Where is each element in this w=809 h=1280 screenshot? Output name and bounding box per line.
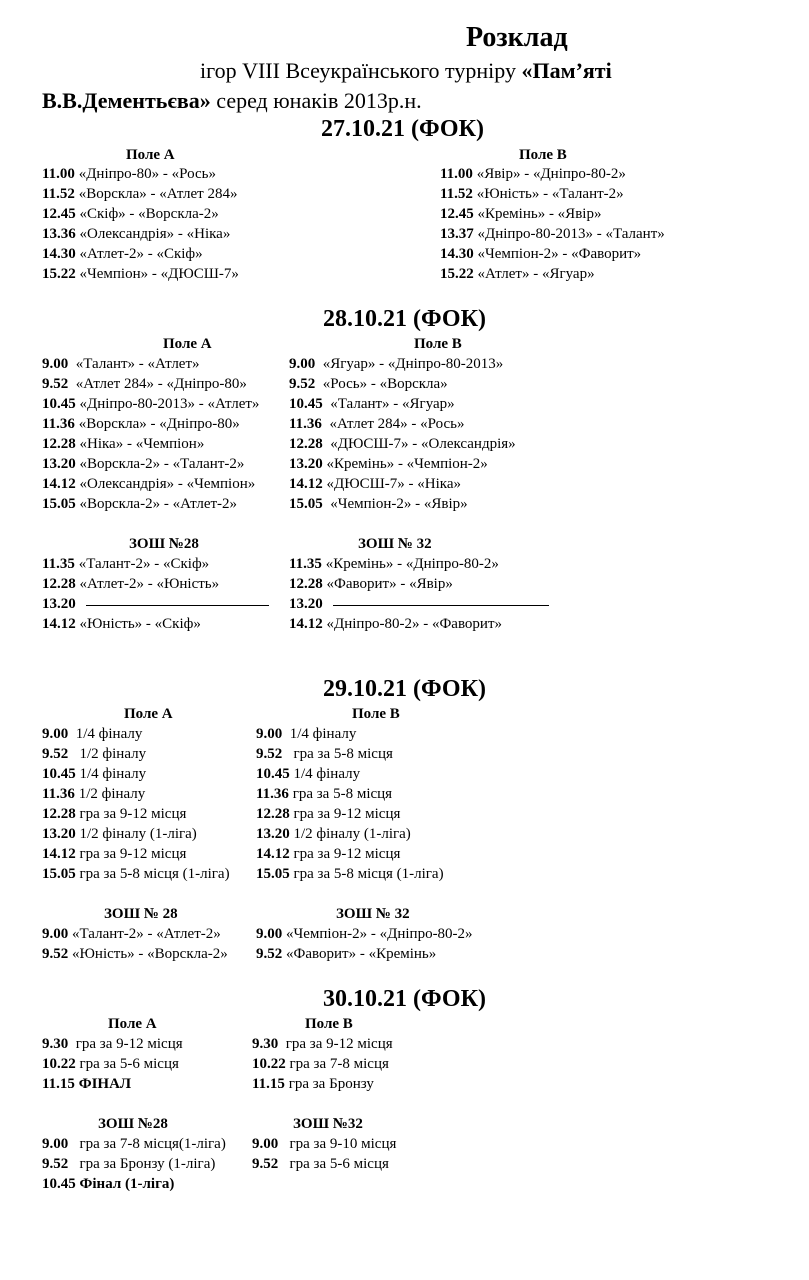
schedule-row — [42, 354, 259, 374]
match-time: 14.12 — [256, 846, 290, 862]
match-time: 12.28 — [42, 436, 76, 452]
schedule-row — [440, 264, 665, 284]
schedule-row — [42, 1154, 226, 1174]
match-time: 11.36 — [42, 416, 75, 432]
match-description: «ДЮСШ-7» - «Олександрія» — [322, 436, 516, 452]
day3-date: 29.10.21 (ФОК) — [323, 676, 486, 702]
schedule-row — [42, 374, 259, 394]
day4-school28-list — [42, 1134, 226, 1194]
match-time: 12.28 — [289, 436, 323, 452]
match-time: 9.52 — [42, 376, 69, 392]
schedule-row — [42, 204, 239, 224]
day4-field-b-title: Поле В — [305, 1016, 353, 1032]
match-time: 9.00 — [289, 356, 316, 372]
schedule-row — [252, 1074, 393, 1094]
match-description: 1/4 фіналу — [68, 726, 143, 742]
schedule-row — [289, 594, 502, 614]
match-time: 10.22 — [252, 1056, 286, 1072]
match-description: «Явір» - «Дніпро-80-2» — [472, 166, 626, 182]
match-time: 13.20 — [42, 596, 76, 612]
match-description: «Кремінь» - «Чемпіон-2» — [322, 456, 488, 472]
match-description: «Фаворит» - «Явір» — [322, 576, 453, 592]
match-time: 10.45 — [289, 396, 323, 412]
schedule-row — [256, 744, 444, 764]
schedule-row — [440, 244, 665, 264]
day3-school32-list — [256, 924, 473, 964]
match-description: «Олександрія» - «Ніка» — [75, 226, 231, 242]
match-time: 13.20 — [289, 596, 323, 612]
match-time: 14.30 — [440, 246, 474, 262]
match-description: гра за 5-6 місця — [278, 1156, 389, 1172]
day4-field-a-title: Поле А — [108, 1016, 157, 1032]
schedule-row — [289, 554, 502, 574]
day4-school32-list — [252, 1134, 396, 1174]
schedule-row — [252, 1034, 393, 1054]
match-description: гра за 7-8 місця(1-ліга) — [68, 1136, 226, 1152]
schedule-row — [289, 374, 516, 394]
schedule-row — [256, 724, 444, 744]
match-description: «Ворскла-2» - «Талант-2» — [75, 456, 245, 472]
match-time: 9.52 — [256, 746, 283, 762]
match-time: 11.52 — [42, 186, 75, 202]
page-title: Розклад — [466, 22, 568, 53]
schedule-row — [256, 924, 473, 944]
schedule-row — [42, 184, 239, 204]
schedule-row — [440, 204, 665, 224]
schedule-row — [42, 944, 228, 964]
match-time: 10.45 — [42, 766, 76, 782]
match-description: «Атлет-2» - «Скіф» — [75, 246, 203, 262]
match-time: 15.05 — [42, 496, 76, 512]
match-description: «Талант-2» - «Атлет-2» — [68, 926, 221, 942]
day3-school28-title: ЗОШ № 28 — [104, 906, 178, 922]
schedule-row — [42, 744, 230, 764]
match-description: «Дніпро-80-2» - «Фаворит» — [322, 616, 503, 632]
match-time: 12.28 — [256, 806, 290, 822]
subtitle-line-1-bold: «Пам’яті — [521, 58, 612, 83]
match-description: 1/2 фіналу — [68, 746, 147, 762]
day3-field-b-title: Поле В — [352, 706, 400, 722]
schedule-row — [42, 414, 259, 434]
day2-school32-list — [289, 554, 502, 634]
schedule-row — [42, 554, 219, 574]
match-description: «Талант» - «Ягуар» — [322, 396, 455, 412]
match-description: «Талант-2» - «Скіф» — [74, 556, 210, 572]
schedule-row — [289, 614, 502, 634]
subtitle-line-2 — [42, 88, 422, 114]
match-description: 1/4 фіналу — [289, 766, 361, 782]
day2-field-a-title: Поле А — [163, 336, 212, 352]
match-description: гра за 9-12 місця — [75, 806, 187, 822]
match-description: 1/4 фіналу — [282, 726, 357, 742]
match-description: гра за 5-8 місця — [288, 786, 393, 802]
match-description: гра за 9-12 місця — [75, 846, 187, 862]
day4-field-b-list — [252, 1034, 393, 1094]
subtitle-line-2-bold: В.В.Дементьєва» — [42, 88, 211, 113]
schedule-row — [42, 924, 228, 944]
day2-date: 28.10.21 (ФОК) — [323, 306, 486, 332]
day2-school32-title: ЗОШ № 32 — [358, 536, 432, 552]
match-description: гра за 9-12 місця — [278, 1036, 393, 1052]
schedule-row — [252, 1134, 396, 1154]
schedule-row — [42, 804, 230, 824]
match-description: гра за 9-10 місця — [278, 1136, 397, 1152]
match-time: 12.28 — [289, 576, 323, 592]
schedule-row — [42, 724, 230, 744]
schedule-row — [289, 454, 516, 474]
match-time: 15.05 — [256, 866, 290, 882]
match-description: «Фаворит» - «Кремінь» — [282, 946, 437, 962]
match-time: 15.05 — [42, 866, 76, 882]
day3-field-a-title: Поле А — [124, 706, 173, 722]
match-description: 1/4 фіналу — [75, 766, 147, 782]
match-description: «Олександрія» - «Чемпіон» — [75, 476, 256, 492]
day4-field-a-list — [42, 1034, 183, 1094]
day3-school28-list — [42, 924, 228, 964]
schedule-row — [42, 764, 230, 784]
match-time: 9.30 — [252, 1036, 279, 1052]
match-description: «Рось» - «Ворскла» — [315, 376, 448, 392]
match-time: 9.00 — [256, 726, 283, 742]
day2-school28-list — [42, 554, 219, 634]
schedule-row — [42, 1174, 226, 1194]
match-time: 14.30 — [42, 246, 76, 262]
match-time: 9.00 — [42, 926, 69, 942]
match-time: 11.15 — [42, 1076, 75, 1092]
schedule-row — [42, 224, 239, 244]
match-time: 11.15 — [252, 1076, 285, 1092]
match-description: гра за Бронзу (1-ліга) — [68, 1156, 216, 1172]
day2-school32-empty-line — [333, 605, 549, 606]
match-description: Фінал (1-ліга) — [75, 1176, 175, 1192]
schedule-row — [252, 1054, 393, 1074]
day1-field-a-list — [42, 164, 239, 284]
match-time: 14.12 — [289, 476, 323, 492]
day3-field-b-list — [256, 724, 444, 884]
match-time: 15.22 — [42, 266, 76, 282]
schedule-row — [252, 1154, 396, 1174]
match-time: 9.52 — [256, 946, 283, 962]
match-time: 12.28 — [42, 806, 76, 822]
match-time: 13.36 — [42, 226, 76, 242]
day2-school28-empty-line — [86, 605, 269, 606]
match-time: 13.37 — [440, 226, 474, 242]
day4-school28-title: ЗОШ №28 — [98, 1116, 168, 1132]
schedule-row — [256, 864, 444, 884]
subtitle-line-1 — [200, 58, 612, 84]
schedule-row — [42, 784, 230, 804]
day2-field-a-list — [42, 354, 259, 514]
match-description: «Дніпро-80» - «Рось» — [74, 166, 216, 182]
day1-field-a-title: Поле А — [126, 147, 175, 163]
match-time: 11.36 — [256, 786, 289, 802]
schedule-row — [289, 394, 516, 414]
schedule-row — [42, 434, 259, 454]
match-description: «Чемпіон-2» - «Дніпро-80-2» — [282, 926, 473, 942]
subtitle-line-1-plain: ігор VIII Всеукраїнського турніру — [200, 58, 522, 83]
schedule-row — [42, 574, 219, 594]
match-description: «Дніпро-80-2013» - «Атлет» — [75, 396, 260, 412]
schedule-row — [42, 1034, 183, 1054]
schedule-row — [256, 944, 473, 964]
match-time: 13.20 — [42, 456, 76, 472]
schedule-row — [42, 454, 259, 474]
schedule-row — [42, 1074, 183, 1094]
match-time: 11.52 — [440, 186, 473, 202]
schedule-row — [42, 864, 230, 884]
match-description: «Атлет» - «Ягуар» — [473, 266, 595, 282]
match-description: «Ягуар» - «Дніпро-80-2013» — [315, 356, 504, 372]
schedule-row — [289, 434, 516, 454]
match-description: «Ворскла» - «Дніпро-80» — [74, 416, 240, 432]
match-time: 10.45 — [42, 396, 76, 412]
match-time: 14.12 — [42, 846, 76, 862]
match-time: 9.00 — [42, 1136, 69, 1152]
schedule-row — [256, 764, 444, 784]
match-description: «Юність» - «Талант-2» — [472, 186, 624, 202]
match-time: 9.30 — [42, 1036, 69, 1052]
match-time: 13.20 — [289, 456, 323, 472]
schedule-row — [440, 224, 665, 244]
match-description: гра за 5-6 місця — [75, 1056, 179, 1072]
schedule-row — [289, 414, 516, 434]
match-description: «Атлет 284» - «Дніпро-80» — [68, 376, 247, 392]
schedule-row — [289, 494, 516, 514]
match-time: 10.45 — [42, 1176, 76, 1192]
schedule-row — [42, 164, 239, 184]
match-description: «Скіф» - «Ворскла-2» — [75, 206, 219, 222]
schedule-row — [42, 244, 239, 264]
match-time: 11.35 — [42, 556, 75, 572]
match-description: «Ворскла» - «Атлет 284» — [74, 186, 238, 202]
match-time: 9.00 — [252, 1136, 279, 1152]
match-description: «Чемпіон-2» - «Фаворит» — [473, 246, 642, 262]
schedule-row — [440, 164, 665, 184]
schedule-row — [42, 1054, 183, 1074]
schedule-row — [42, 264, 239, 284]
day4-date: 30.10.21 (ФОК) — [323, 986, 486, 1012]
match-description: гра за 9-12 місця — [289, 846, 401, 862]
match-description: «Чемпіон-2» - «Явір» — [322, 496, 468, 512]
match-time: 9.52 — [42, 946, 69, 962]
day3-school32-title: ЗОШ № 32 — [336, 906, 410, 922]
schedule-row — [256, 844, 444, 864]
day2-school28-title: ЗОШ №28 — [129, 536, 199, 552]
match-time: 14.12 — [42, 616, 76, 632]
day1-field-b-list — [440, 164, 665, 284]
match-time: 11.36 — [42, 786, 75, 802]
match-description: гра за 9-12 місця — [289, 806, 401, 822]
schedule-row — [256, 824, 444, 844]
schedule-row — [256, 784, 444, 804]
match-description: гра за 5-8 місця (1-ліга) — [75, 866, 230, 882]
schedule-row — [42, 474, 259, 494]
day1-date: 27.10.21 (ФОК) — [321, 116, 484, 142]
schedule-row — [42, 824, 230, 844]
match-description: «Атлет-2» - «Юність» — [75, 576, 220, 592]
match-description: «Ворскла-2» - «Атлет-2» — [75, 496, 238, 512]
schedule-row — [42, 594, 219, 614]
schedule-row — [440, 184, 665, 204]
schedule-row — [42, 614, 219, 634]
match-time: 14.12 — [289, 616, 323, 632]
match-time: 14.12 — [42, 476, 76, 492]
subtitle-line-2-plain: серед юнаків 2013р.н. — [210, 88, 422, 113]
schedule-row — [42, 1134, 226, 1154]
match-time: 9.52 — [42, 746, 69, 762]
match-description: «Юність» - «Скіф» — [75, 616, 201, 632]
match-description: «Чемпіон» - «ДЮСШ-7» — [75, 266, 239, 282]
match-time: 11.35 — [289, 556, 322, 572]
match-description: гра за 7-8 місця — [285, 1056, 389, 1072]
match-time: 9.00 — [42, 726, 69, 742]
day2-field-b-title: Поле В — [414, 336, 462, 352]
schedule-row — [289, 474, 516, 494]
match-description: 1/2 фіналу (1-ліга) — [75, 826, 197, 842]
match-description: «Юність» - «Ворскла-2» — [68, 946, 228, 962]
match-time: 11.36 — [289, 416, 322, 432]
match-description: 1/2 фіналу (1-ліга) — [289, 826, 411, 842]
match-description: «Дніпро-80-2013» - «Талант» — [473, 226, 665, 242]
day3-field-a-list — [42, 724, 230, 884]
match-time: 13.20 — [42, 826, 76, 842]
match-time: 13.20 — [256, 826, 290, 842]
match-description: ФІНАЛ — [74, 1076, 132, 1092]
schedule-row — [42, 494, 259, 514]
match-time: 9.52 — [252, 1156, 279, 1172]
match-description: «ДЮСШ-7» - «Ніка» — [322, 476, 461, 492]
match-time: 12.28 — [42, 576, 76, 592]
match-time: 10.22 — [42, 1056, 76, 1072]
schedule-row — [42, 844, 230, 864]
day4-school32-title: ЗОШ №32 — [293, 1116, 363, 1132]
match-description: «Кремінь» - «Дніпро-80-2» — [321, 556, 499, 572]
match-description: гра за 5-8 місця — [282, 746, 393, 762]
match-time: 9.00 — [42, 356, 69, 372]
match-time: 11.00 — [440, 166, 473, 182]
schedule-row — [256, 804, 444, 824]
schedule-row — [289, 574, 502, 594]
match-description: гра за 9-12 місця — [68, 1036, 183, 1052]
match-time: 10.45 — [256, 766, 290, 782]
match-description: «Атлет 284» - «Рось» — [321, 416, 465, 432]
match-time: 9.52 — [289, 376, 316, 392]
schedule-row — [42, 394, 259, 414]
match-time: 9.00 — [256, 926, 283, 942]
match-time: 9.52 — [42, 1156, 69, 1172]
match-description: «Талант» - «Атлет» — [68, 356, 200, 372]
match-time: 12.45 — [42, 206, 76, 222]
match-description: «Кремінь» - «Явір» — [473, 206, 602, 222]
schedule-row — [289, 354, 516, 374]
match-description: 1/2 фіналу — [74, 786, 146, 802]
match-time: 15.22 — [440, 266, 474, 282]
day1-field-b-title: Поле В — [519, 147, 567, 163]
match-description: гра за Бронзу — [284, 1076, 374, 1092]
match-description: «Ніка» - «Чемпіон» — [75, 436, 205, 452]
day2-field-b-list — [289, 354, 516, 514]
match-description: гра за 5-8 місця (1-ліга) — [289, 866, 444, 882]
match-time: 11.00 — [42, 166, 75, 182]
match-time: 12.45 — [440, 206, 474, 222]
match-time: 15.05 — [289, 496, 323, 512]
